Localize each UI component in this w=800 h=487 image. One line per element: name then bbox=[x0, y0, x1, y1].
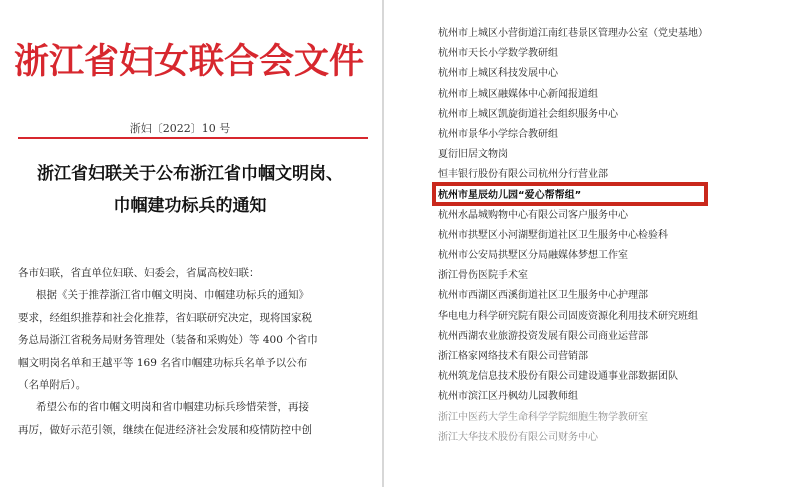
body-line: 各市妇联，省直单位妇联、妇委会，省属高校妇联： bbox=[18, 267, 260, 279]
body-line: 根据《关于推荐浙江省巾帼文明岗、巾帼建功标兵的通知》 bbox=[36, 289, 309, 302]
highlight-box bbox=[432, 182, 708, 206]
list-item: 杭州市滨江区丹枫幼儿园教师组 bbox=[438, 391, 578, 403]
document-header-title: 浙江省妇女联合会文件 bbox=[14, 41, 365, 82]
list-item: 杭州市上城区融媒体中心新闻报道组 bbox=[438, 88, 598, 100]
body-line: 希望公布的省巾帼文明岗和省巾帼建功标兵珍惜荣誉，再接 bbox=[36, 401, 309, 414]
list-item: 杭州市西湖区西溪街道社区卫生服务中心护理部 bbox=[438, 290, 648, 302]
list-item: 杭州市公安局拱墅区分局融媒体梦想工作室 bbox=[438, 250, 628, 262]
red-header-divider bbox=[18, 137, 368, 139]
list-item: 华电电力科学研究院有限公司固废资源化利用技术研究班组 bbox=[438, 310, 698, 322]
list-item: 恒丰银行股份有限公司杭州分行营业部 bbox=[438, 169, 608, 181]
list-item: 杭州筑龙信息技术股份有限公司建设通事业部数据团队 bbox=[438, 371, 678, 383]
list-item: 杭州市拱墅区小河湖墅街道社区卫生服务中心检验科 bbox=[438, 229, 668, 241]
right-document-page bbox=[392, 0, 800, 487]
list-item: 浙江骨伤医院手术室 bbox=[438, 270, 528, 282]
document-number: 浙妇〔2022〕10 号 bbox=[129, 122, 231, 135]
left-document-page bbox=[0, 0, 388, 487]
body-line: （名单附后）。 bbox=[18, 379, 87, 392]
list-item: 浙江中医药大学生命科学学院细胞生物学教研室 bbox=[438, 411, 648, 423]
body-line: 帼文明岗名单和王越平等 169 名省巾帼建功标兵名单予以公布 bbox=[18, 356, 308, 369]
list-item: 杭州市上城区凯旋街道社会组织服务中心 bbox=[438, 108, 618, 120]
notice-title-line-1: 浙江省妇联关于公布浙江省巾帼文明岗、 bbox=[37, 164, 343, 184]
body-line: 要求，经组织推荐和社会化推荐，省妇联研究决定，现将国家税 bbox=[18, 311, 312, 324]
list-item: 浙江大华技术股份有限公司财务中心 bbox=[438, 431, 598, 443]
list-item: 浙江格家网络技术有限公司营销部 bbox=[438, 351, 588, 362]
notice-title bbox=[0, 158, 380, 222]
body-line: 再厉，做好示范引领，继续在促进经济社会发展和疫情防控中创 bbox=[18, 423, 312, 436]
list-item: 杭州市上城区科技发展中心 bbox=[438, 68, 558, 80]
list-item: 杭州市天长小学数学教研组 bbox=[438, 48, 558, 60]
notice-title-line-2: 巾帼建功标兵的通知 bbox=[113, 196, 267, 216]
list-item-highlighted: 杭州市星辰幼儿园“爱心帮帮组” bbox=[438, 189, 582, 201]
list-item: 杭州水晶城购物中心有限公司客户服务中心 bbox=[438, 209, 628, 221]
list-item: 夏衍旧居文物岗 bbox=[438, 149, 508, 161]
body-line: 务总局浙江省税务局财务管理处（装备和采购处）等 400 个省巾 bbox=[18, 334, 318, 347]
organization-list bbox=[438, 24, 778, 448]
page-gutter-divider bbox=[382, 0, 384, 487]
list-item: 杭州西湖农业旅游投资发展有限公司商业运营部 bbox=[438, 330, 648, 342]
notice-body bbox=[18, 262, 364, 441]
list-item: 杭州市上城区小营街道江南红巷景区管理办公室（党史基地） bbox=[438, 28, 708, 39]
list-item: 杭州市景华小学综合教研组 bbox=[438, 128, 558, 140]
